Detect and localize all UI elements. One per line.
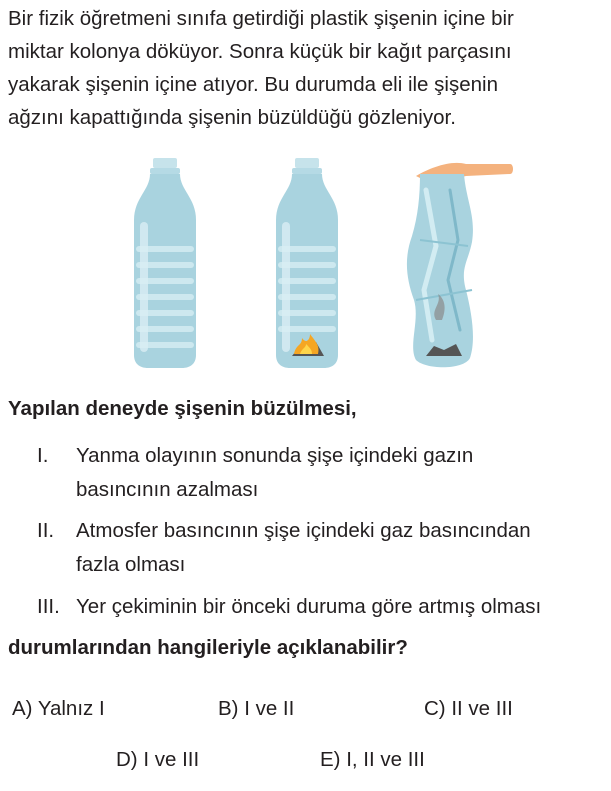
statement-text: Yer çekiminin bir önceki duruma göre artmış olması [76, 595, 542, 618]
intro-line: yakarak şişenin içine atıyor. Bu durumda eli ile şişenin [8, 73, 498, 96]
statement-text: Yanma olayının sonunda şişe içindeki gazın [76, 444, 474, 467]
question-stem: Yapılan deneyde şişenin büzülmesi, [8, 397, 357, 420]
statement-number: III. [37, 595, 60, 618]
statement-text: Atmosfer basıncının şişe içindeki gaz basıncından [76, 519, 531, 542]
intro-line: ağzını kapattığında şişenin büzüldüğü gözleniyor. [8, 106, 456, 129]
empty-bottle-image [134, 158, 196, 368]
option-e[interactable]: E) I, II ve III [320, 748, 425, 771]
option-d[interactable]: D) I ve III [116, 748, 200, 771]
question-intro [8, 2, 608, 134]
statement-text: fazla olması [76, 553, 186, 576]
question-text: durumlarından hangileriyle açıklanabilir? [8, 636, 408, 659]
option-a[interactable]: A) Yalnız I [12, 697, 105, 720]
intro-line: miktar kolonya döküyor. Sonra küçük bir kağıt parçasını [8, 40, 512, 63]
statement-number: II. [37, 519, 55, 542]
statement-text: basıncının azalması [76, 478, 259, 501]
bottle-with-flame-image [276, 158, 338, 368]
option-b[interactable]: B) I ve II [218, 697, 295, 720]
intro-line: Bir fizik öğretmeni sınıfa getirdiği plastik şişenin içine bir [8, 7, 514, 30]
option-c[interactable]: C) II ve III [424, 697, 513, 720]
crushed-bottle-image [407, 163, 513, 367]
experiment-illustration [120, 150, 520, 375]
statement-number: I. [37, 444, 49, 467]
